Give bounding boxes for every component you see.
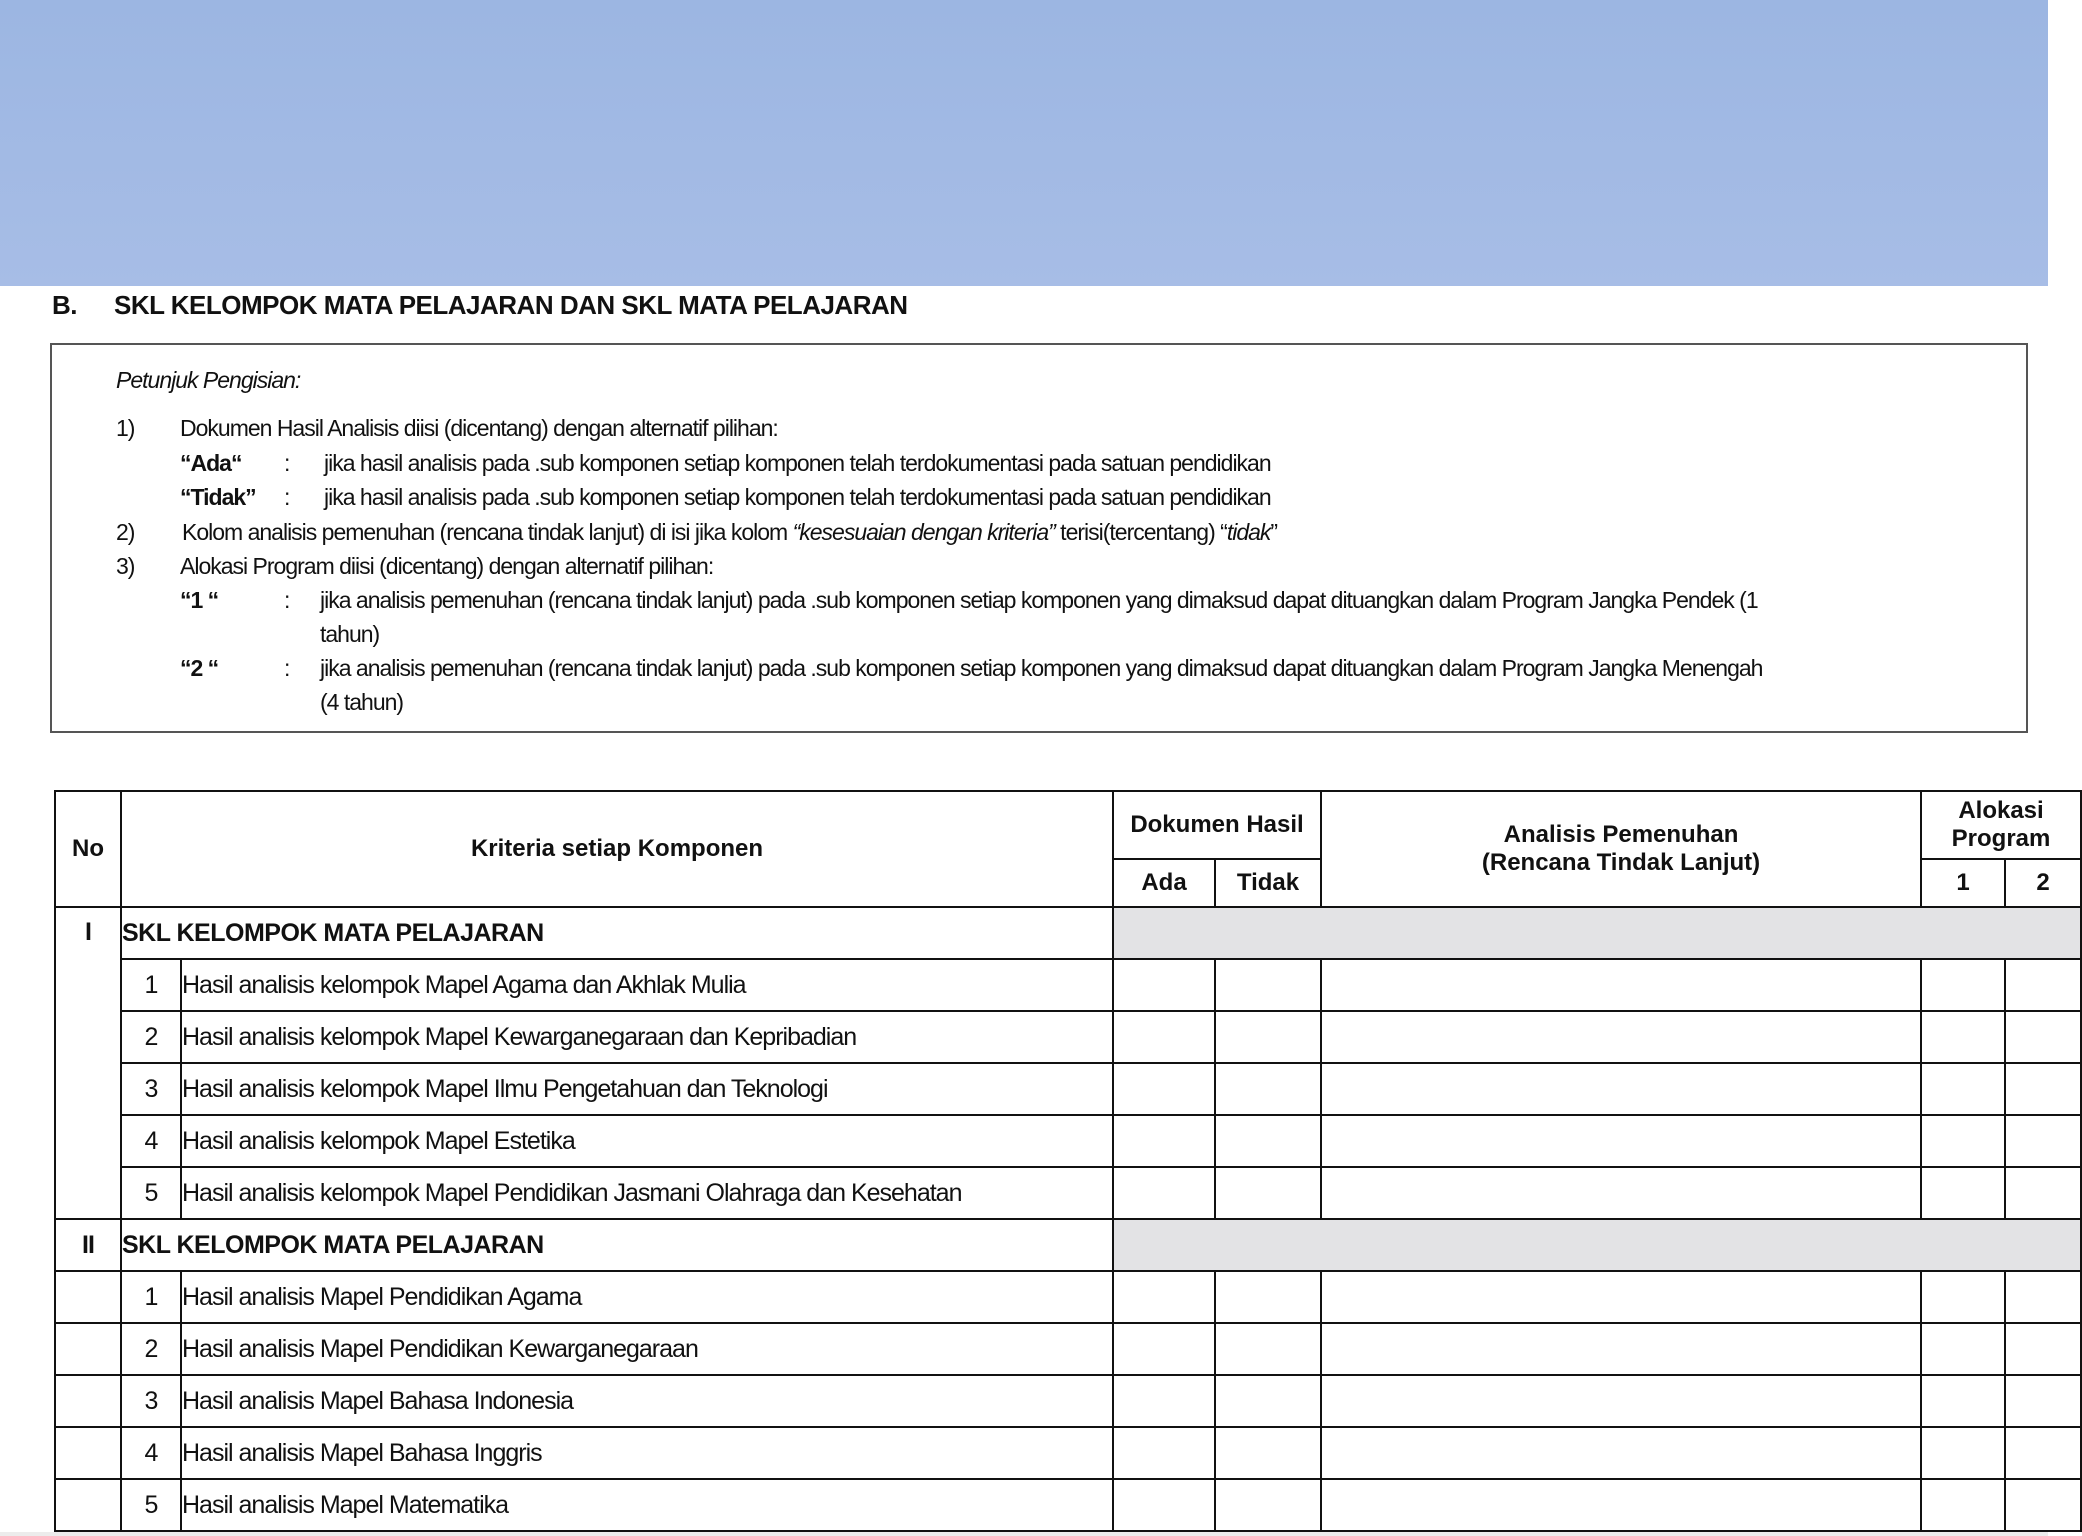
group-number: II: [55, 1219, 121, 1271]
header-dokumen-hasil: Dokumen Hasil: [1113, 791, 1321, 859]
opt2-text-line2: (4 tahun): [320, 689, 404, 715]
component-table: [54, 790, 2082, 1532]
row-number: 2: [121, 1323, 181, 1375]
program-1-cell[interactable]: [1921, 1011, 2005, 1063]
tidak-cell[interactable]: [1215, 1115, 1321, 1167]
row-number: 5: [121, 1479, 181, 1531]
table-row: [55, 959, 2081, 1011]
ada-cell[interactable]: [1113, 1115, 1215, 1167]
item2-text: Kolom analisis pemenuhan (rencana tindak lanjut) di isi jika kolom “kesesuaian dengan kriteria” terisi(tercentang) “tidak”: [182, 519, 1278, 545]
header-kriteria: Kriteria setiap Komponen: [121, 791, 1113, 907]
program-1-cell[interactable]: [1921, 1271, 2005, 1323]
program-2-cell[interactable]: [2005, 1063, 2081, 1115]
item1-number: 1): [116, 415, 135, 441]
table-row: [55, 1271, 2081, 1323]
tidak-cell[interactable]: [1215, 1167, 1321, 1219]
program-1-cell[interactable]: [1921, 1375, 2005, 1427]
table-row: [55, 1115, 2081, 1167]
row-number: 2: [121, 1011, 181, 1063]
table-row: [55, 1479, 2081, 1531]
tidak-cell[interactable]: [1215, 1375, 1321, 1427]
group-shaded-cell: [1113, 907, 2081, 959]
program-2-cell[interactable]: [2005, 1323, 2081, 1375]
header-no: No: [55, 791, 121, 907]
row-number: 3: [121, 1375, 181, 1427]
no-cell: [55, 1271, 121, 1323]
tidak-label: “Tidak”: [180, 484, 256, 510]
table-row: [55, 1323, 2081, 1375]
analisis-cell[interactable]: [1321, 1271, 1921, 1323]
header-ada: Ada: [1113, 859, 1215, 907]
program-2-cell[interactable]: [2005, 959, 2081, 1011]
row-criteria: Hasil analisis kelompok Mapel Pendidikan Jasmani Olahraga dan Kesehatan: [181, 1167, 1113, 1219]
table-row: [55, 1427, 2081, 1479]
table-row: [55, 1375, 2081, 1427]
row-criteria: Hasil analisis kelompok Mapel Kewarganegaraan dan Kepribadian: [181, 1011, 1113, 1063]
analisis-cell[interactable]: [1321, 1427, 1921, 1479]
analisis-cell[interactable]: [1321, 1063, 1921, 1115]
header-tidak: Tidak: [1215, 859, 1321, 907]
program-1-cell[interactable]: [1921, 1427, 2005, 1479]
opt2-colon: :: [284, 655, 290, 681]
ada-cell[interactable]: [1113, 1063, 1215, 1115]
item1-text: Dokumen Hasil Analisis diisi (dicentang) dengan alternatif pilihan:: [180, 415, 778, 441]
program-1-cell[interactable]: [1921, 959, 2005, 1011]
group-row: [55, 1219, 2081, 1271]
group-title: SKL KELOMPOK MATA PELAJARAN: [121, 1219, 1113, 1271]
row-criteria: Hasil analisis Mapel Pendidikan Agama: [181, 1271, 1113, 1323]
section-heading: [52, 290, 908, 321]
tidak-text: jika hasil analisis pada .sub komponen setiap komponen telah terdokumentasi pada satuan pendidikan: [324, 484, 1271, 510]
analisis-cell[interactable]: [1321, 1115, 1921, 1167]
analisis-cell[interactable]: [1321, 1375, 1921, 1427]
ada-cell[interactable]: [1113, 1011, 1215, 1063]
ada-cell[interactable]: [1113, 1375, 1215, 1427]
opt2-text-line1: jika analisis pemenuhan (rencana tindak lanjut) pada .sub komponen setiap komponen yang dimaksud dapat dituangkan dalam Program Jangka Menengah: [320, 655, 1763, 681]
program-2-cell[interactable]: [2005, 1271, 2081, 1323]
program-1-cell[interactable]: [1921, 1167, 2005, 1219]
bottom-strip: [0, 1532, 2048, 1536]
header-program-2: 2: [2005, 859, 2081, 907]
program-2-cell[interactable]: [2005, 1479, 2081, 1531]
program-2-cell[interactable]: [2005, 1427, 2081, 1479]
tidak-cell[interactable]: [1215, 1323, 1321, 1375]
tidak-colon: :: [284, 484, 290, 510]
ada-label: “Ada“: [180, 450, 242, 476]
instructions-title: Petunjuk Pengisian:: [116, 367, 301, 393]
row-criteria: Hasil analisis kelompok Mapel Ilmu Pengetahuan dan Teknologi: [181, 1063, 1113, 1115]
header-analisis: Analisis Pemenuhan (Rencana Tindak Lanjut): [1321, 791, 1921, 907]
analisis-cell[interactable]: [1321, 1167, 1921, 1219]
ada-cell[interactable]: [1113, 1479, 1215, 1531]
analisis-cell[interactable]: [1321, 1323, 1921, 1375]
program-2-cell[interactable]: [2005, 1375, 2081, 1427]
item3-text: Alokasi Program diisi (dicentang) dengan alternatif pilihan:: [180, 553, 714, 579]
opt1-text-line2: tahun): [320, 621, 380, 647]
table-row: [55, 1011, 2081, 1063]
item2-number: 2): [116, 519, 135, 545]
no-cell: [55, 1479, 121, 1531]
row-number: 5: [121, 1167, 181, 1219]
program-1-cell[interactable]: [1921, 1479, 2005, 1531]
tidak-cell[interactable]: [1215, 959, 1321, 1011]
row-criteria: Hasil analisis Mapel Pendidikan Kewarganegaraan: [181, 1323, 1113, 1375]
program-2-cell[interactable]: [2005, 1167, 2081, 1219]
table-row: [55, 1167, 2081, 1219]
table-row: [55, 1063, 2081, 1115]
header-program-1: 1: [1921, 859, 2005, 907]
ada-cell[interactable]: [1113, 1427, 1215, 1479]
program-1-cell[interactable]: [1921, 1323, 2005, 1375]
ada-text: jika hasil analisis pada .sub komponen setiap komponen telah terdokumentasi pada satuan pendidikan: [324, 450, 1271, 476]
no-cell: [55, 1427, 121, 1479]
row-number: 4: [121, 1427, 181, 1479]
tidak-cell[interactable]: [1215, 1427, 1321, 1479]
tidak-cell[interactable]: [1215, 1063, 1321, 1115]
row-number: 1: [121, 1271, 181, 1323]
row-criteria: Hasil analisis kelompok Mapel Estetika: [181, 1115, 1113, 1167]
section-letter: B.: [52, 290, 77, 320]
ada-cell[interactable]: [1113, 1271, 1215, 1323]
tidak-cell[interactable]: [1215, 1011, 1321, 1063]
row-criteria: Hasil analisis Mapel Matematika: [181, 1479, 1113, 1531]
analisis-cell[interactable]: [1321, 959, 1921, 1011]
analisis-cell[interactable]: [1321, 1011, 1921, 1063]
header-alokasi: Alokasi Program: [1921, 791, 2081, 859]
ada-cell[interactable]: [1113, 1167, 1215, 1219]
ada-cell[interactable]: [1113, 959, 1215, 1011]
tidak-cell[interactable]: [1215, 1271, 1321, 1323]
group-row: [55, 907, 2081, 959]
analisis-cell[interactable]: [1321, 1479, 1921, 1531]
group-number: I: [55, 907, 121, 1219]
program-2-cell[interactable]: [2005, 1011, 2081, 1063]
row-criteria: Hasil analisis Mapel Bahasa Inggris: [181, 1427, 1113, 1479]
row-number: 1: [121, 959, 181, 1011]
ada-colon: :: [284, 450, 290, 476]
no-cell: [55, 1375, 121, 1427]
group-title: SKL KELOMPOK MATA PELAJARAN: [121, 907, 1113, 959]
row-criteria: Hasil analisis kelompok Mapel Agama dan Akhlak Mulia: [181, 959, 1113, 1011]
program-1-cell[interactable]: [1921, 1115, 2005, 1167]
instructions-box: [50, 343, 2028, 733]
ada-cell[interactable]: [1113, 1323, 1215, 1375]
opt1-label: “1 “: [180, 587, 219, 613]
program-1-cell[interactable]: [1921, 1063, 2005, 1115]
opt1-colon: :: [284, 587, 290, 613]
title-banner: [0, 0, 2048, 286]
row-number: 4: [121, 1115, 181, 1167]
no-cell: [55, 1323, 121, 1375]
row-criteria: Hasil analisis Mapel Bahasa Indonesia: [181, 1375, 1113, 1427]
tidak-cell[interactable]: [1215, 1479, 1321, 1531]
opt1-text-line1: jika analisis pemenuhan (rencana tindak lanjut) pada .sub komponen setiap komponen yang dimaksud dapat dituangkan dalam Program Jangka Pendek (1: [320, 587, 1758, 613]
program-2-cell[interactable]: [2005, 1115, 2081, 1167]
section-title: SKL KELOMPOK MATA PELAJARAN DAN SKL MATA PELAJARAN: [114, 290, 908, 320]
group-shaded-cell: [1113, 1219, 2081, 1271]
item3-number: 3): [116, 553, 135, 579]
row-number: 3: [121, 1063, 181, 1115]
opt2-label: “2 “: [180, 655, 219, 681]
